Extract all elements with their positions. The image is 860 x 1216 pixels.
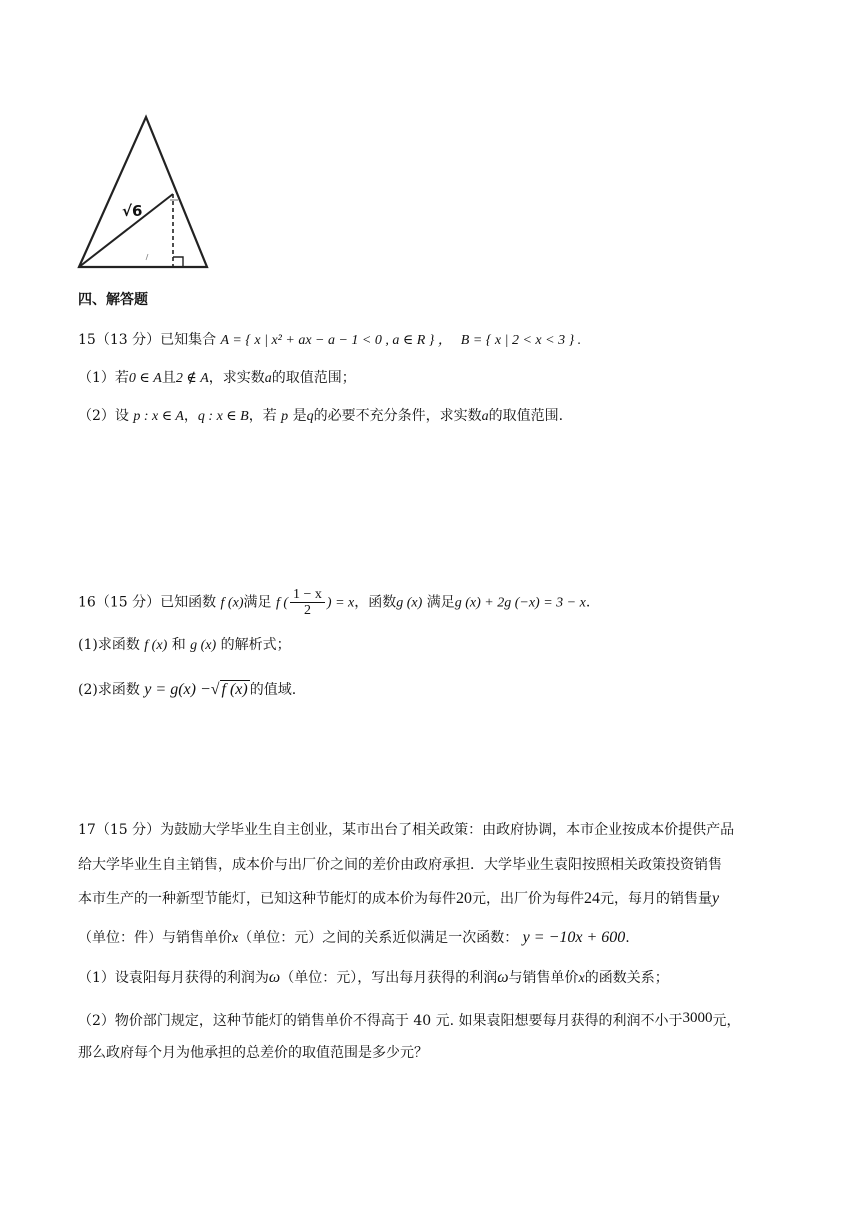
q17-line3-c: 元，每月的销售量: [600, 891, 712, 907]
q16-part1-prefix: (1)求函数: [78, 637, 140, 653]
q17-line4: [78, 928, 630, 949]
q16-satisfies1: 满足: [243, 594, 272, 611]
q15-part2-pvar: p: [281, 409, 289, 424]
q16-fx: f (x): [220, 595, 244, 611]
q15-part2: [78, 406, 563, 427]
q15-part2-end: 的取值范围.: [488, 408, 564, 424]
q15-part2-mid2: 是: [292, 408, 307, 424]
q16-part1-end: 的解析式；: [220, 637, 291, 653]
q16-gx: g (x): [396, 595, 423, 611]
q16-part1: [78, 635, 291, 656]
q15-part1-var: a: [264, 371, 272, 386]
q17-part1-a: （1）设袁阳每月获得的利润为: [78, 970, 269, 986]
q17-line4-end: .: [625, 930, 630, 946]
q17-line3-a: 本市生产的一种新型节能灯，已知这种节能灯的成本价为每件: [78, 891, 456, 907]
q17-var-y: y: [712, 890, 720, 907]
q16-part1-and: 和: [171, 637, 186, 653]
q15-setA: A = { x | x² + ax − a − 1 < 0 , a ∈ R } ，: [220, 333, 452, 348]
q16-statement: [78, 587, 590, 618]
q16-f-close: ) = x: [326, 595, 355, 611]
q17-part1: [78, 968, 669, 989]
q17-part1-x: x: [578, 971, 585, 986]
base-tick: [146, 254, 148, 260]
q15-part1-prefix: （1）若: [78, 370, 129, 386]
q16-frac-num: 1 − x: [290, 587, 325, 603]
triangle-outline: [79, 117, 207, 267]
sqrt-icon: √: [210, 681, 220, 698]
q16-end: .: [585, 594, 591, 611]
section-title: 四、解答题: [78, 292, 148, 308]
q16-satisfies2: 满足: [426, 594, 455, 611]
q15-setB: B = { x | 2 < x < 3 } .: [460, 333, 582, 348]
q17-omega: ω: [268, 969, 281, 986]
q17-var-x: x: [232, 931, 239, 946]
q16-part2-expr: y = g(x) −: [144, 681, 211, 698]
q15-part2-prefix: （2）设: [78, 408, 129, 424]
q17-profit-threshold: 3000: [682, 1010, 713, 1026]
q16-part2-prefix: (2)求函数: [78, 682, 140, 698]
q16-part2: [78, 678, 296, 702]
q15-number: 15（13 分）已知集合: [78, 332, 217, 348]
q15-statement: [78, 330, 581, 351]
q17-linear-function: y = −10x + 600: [522, 929, 626, 946]
q15-part2-avar: a: [481, 409, 489, 424]
q17-part1-c: 与销售单价: [508, 970, 579, 986]
q17-part2-line2: 那么政府每个月为他承担的总差价的取值范围是多少元？: [78, 1045, 428, 1061]
q16-fraction: [290, 587, 325, 618]
q17-line3-b: 元，出厂价为每件: [472, 891, 584, 907]
q17-part2-b: 元，: [712, 1013, 741, 1029]
q15-part1: [78, 368, 356, 389]
q16-number: 16（15 分）已知函数: [78, 594, 217, 611]
q17-line4-a: （单位：件）与销售单价: [78, 930, 232, 946]
q17-line3: [78, 889, 719, 909]
q16-g-equation: g (x) + 2g (−x) = 3 − x: [454, 595, 586, 611]
q17-part1-d: 的函数关系；: [584, 970, 669, 986]
q15-part1-cond2: 2 ∉ A: [175, 371, 209, 386]
q15-part1-suffix: ，求实数: [208, 370, 265, 386]
q15-part2-comma: ，: [183, 408, 198, 424]
q16-part2-end: 的值域.: [249, 682, 297, 698]
q15-part1-end: 的取值范围；: [271, 370, 356, 386]
q17-line1: 17（15 分）为鼓励大学毕业生自主创业，某市出台了相关政策：由政府协调，本市企业按成本价提供产品: [78, 822, 735, 838]
q17-line4-b: （单位：元）之间的关系近似满足一次函数：: [238, 930, 519, 946]
right-angle-marker: [173, 257, 183, 267]
q15-part2-p: p : x ∈ A: [133, 409, 184, 424]
q15-part2-qvar: q: [306, 409, 314, 424]
q15-part2-q: q : x ∈ B: [197, 409, 249, 424]
q15-part2-mid3: 的必要不充分条件，求实数: [313, 408, 482, 424]
q17-price-value: 24: [584, 890, 600, 907]
q17-part1-b: （单位：元），写出每月获得的利润: [280, 970, 498, 986]
triangle-figure: [70, 108, 220, 278]
q16-part1-g: g (x): [190, 638, 217, 653]
q17-line2: 给大学毕业生自主销售，成本价与出厂价之间的差价由政府承担．大学毕业生袁阳按照相关政策投资销售: [78, 857, 722, 873]
q15-part1-cond1: 0 ∈ A: [128, 371, 162, 386]
q15-part1-and: 且: [161, 370, 176, 386]
q16-frac-den: 2: [303, 603, 311, 618]
q17-part2-a: （2）物价部门规定，这种节能灯的销售单价不得高于 40 元. 如果袁阳想要每月获得的利润不小于: [78, 1013, 683, 1029]
q17-cost-value: 20: [456, 890, 472, 907]
q17-omega-2: ω: [497, 969, 509, 986]
q16-mid: ，函数: [354, 594, 397, 611]
q15-part2-mid1: ，若: [248, 408, 277, 424]
sqrt6-label: √6: [122, 202, 143, 220]
q16-f-open: f (: [275, 595, 288, 611]
q16-part1-f: f (x): [144, 638, 168, 653]
q17-part2: [78, 1008, 741, 1031]
q16-part2-sqrt: f (x): [221, 681, 248, 698]
